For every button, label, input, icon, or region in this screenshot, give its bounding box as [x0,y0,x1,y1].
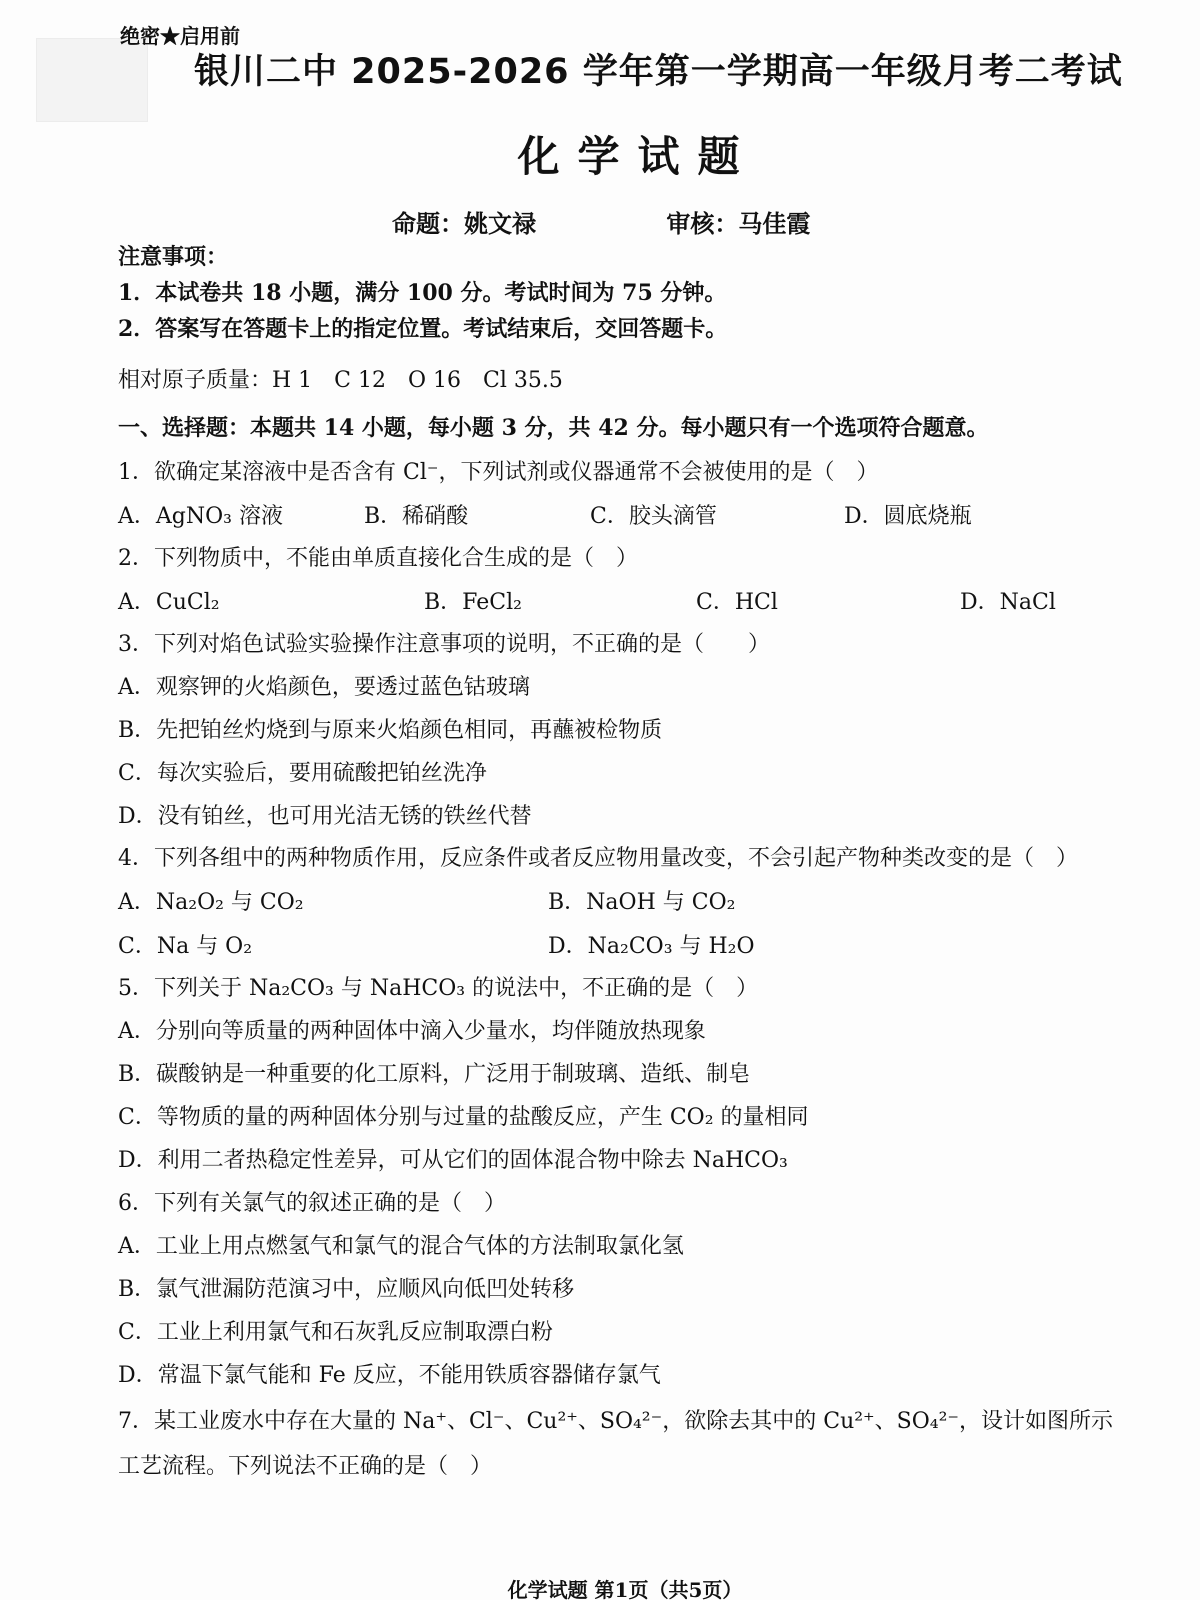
scan-artifact [36,38,148,122]
question-option: D．常温下氯气能和 Fe 反应，不能用铁质容器储存氯气 [118,1363,661,1388]
question-option: B．NaOH 与 CO₂ [548,890,736,915]
question-option: D．圆底烧瓶 [844,504,972,529]
question-stem: 7．某工业废水中存在大量的 Na⁺、Cl⁻、Cu²⁺、SO₄²⁻，欲除去其中的 Cu²⁺、SO₄²⁻，设计如图所示 [118,1409,1114,1434]
question-option: B．稀硝酸 [364,504,469,529]
question-option: D．NaCl [960,590,1056,615]
question-option: A．观察钾的火焰颜色，要透过蓝色钴玻璃 [118,675,530,700]
question-option: A．Na₂O₂ 与 CO₂ [118,890,304,915]
question-option: B．氯气泄漏防范演习中，应顺风向低凹处转移 [118,1277,575,1302]
question-option: C．每次实验后，要用硫酸把铂丝洗净 [118,761,487,786]
question-stem: 2．下列物质中，不能由单质直接化合生成的是（ ） [118,546,638,571]
note-item: 2．答案写在答题卡上的指定位置。考试结束后，交回答题卡。 [118,316,728,342]
question-stem: 3．下列对焰色试验实验操作注意事项的说明，不正确的是（ ） [118,632,770,657]
question-option: C．等物质的量的两种固体分别与过量的盐酸反应，产生 CO₂ 的量相同 [118,1105,809,1130]
question-option: D．Na₂CO₃ 与 H₂O [548,934,755,959]
question-option: B．先把铂丝灼烧到与原来火焰颜色相同，再蘸被检物质 [118,718,663,743]
exam-subject: 化学试题 [517,132,758,181]
question-stem: 1．欲确定某溶液中是否含有 Cl⁻，下列试剂或仪器通常不会被使用的是（ ） [118,460,879,485]
question-option: C．工业上利用氯气和石灰乳反应制取漂白粉 [118,1320,553,1345]
question-option: A．AgNO₃ 溶液 [118,504,283,529]
note-item: 1．本试卷共 18 小题，满分 100 分。考试时间为 75 分钟。 [118,280,727,306]
question-option: C．胶头滴管 [590,504,717,529]
reviewer: 审核：马佳霞 [666,209,811,238]
question-option: A．CuCl₂ [118,590,220,615]
secret-mark: 绝密★启用前 [120,24,240,48]
atomic-mass: 相对原子质量：H 1 C 12 O 16 Cl 35.5 [118,368,563,393]
question-stem: 6．下列有关氯气的叙述正确的是（ ） [118,1191,506,1216]
question-stem: 4．下列各组中的两种物质作用，反应条件或者反应物用量改变，不会引起产物种类改变的是（ ） [118,846,1079,871]
author: 命题：姚文禄 [392,209,536,238]
question-option: A．分别向等质量的两种固体中滴入少量水，均伴随放热现象 [118,1019,706,1044]
question-option: D．没有铂丝，也可用光洁无锈的铁丝代替 [118,804,532,829]
page-footer: 化学试题 第1页（共5页） [507,1578,743,1602]
question-option: B．碳酸钠是一种重要的化工原料，广泛用于制玻璃、造纸、制皂 [118,1062,751,1087]
question-stem-continued: 工艺流程。下列说法不正确的是（ ） [118,1454,493,1479]
question-option: A．工业上用点燃氢气和氯气的混合气体的方法制取氯化氢 [118,1234,684,1259]
section-heading: 一、选择题：本题共 14 小题，每小题 3 分，共 42 分。每小题只有一个选项符合题意。 [118,415,989,441]
question-option: B．FeCl₂ [424,590,522,615]
question-stem: 5．下列关于 Na₂CO₃ 与 NaHCO₃ 的说法中，不正确的是（ ） [118,976,759,1001]
question-option: C．HCl [696,590,778,615]
authors-line [392,204,810,239]
notes-heading: 注意事项： [118,244,229,270]
question-option: D．利用二者热稳定性差异，可从它们的固体混合物中除去 NaHCO₃ [118,1148,788,1173]
exam-title: 银川二中 2025-2026 学年第一学期高一年级月考二考试 [194,52,1123,92]
question-option: C．Na 与 O₂ [118,934,253,959]
